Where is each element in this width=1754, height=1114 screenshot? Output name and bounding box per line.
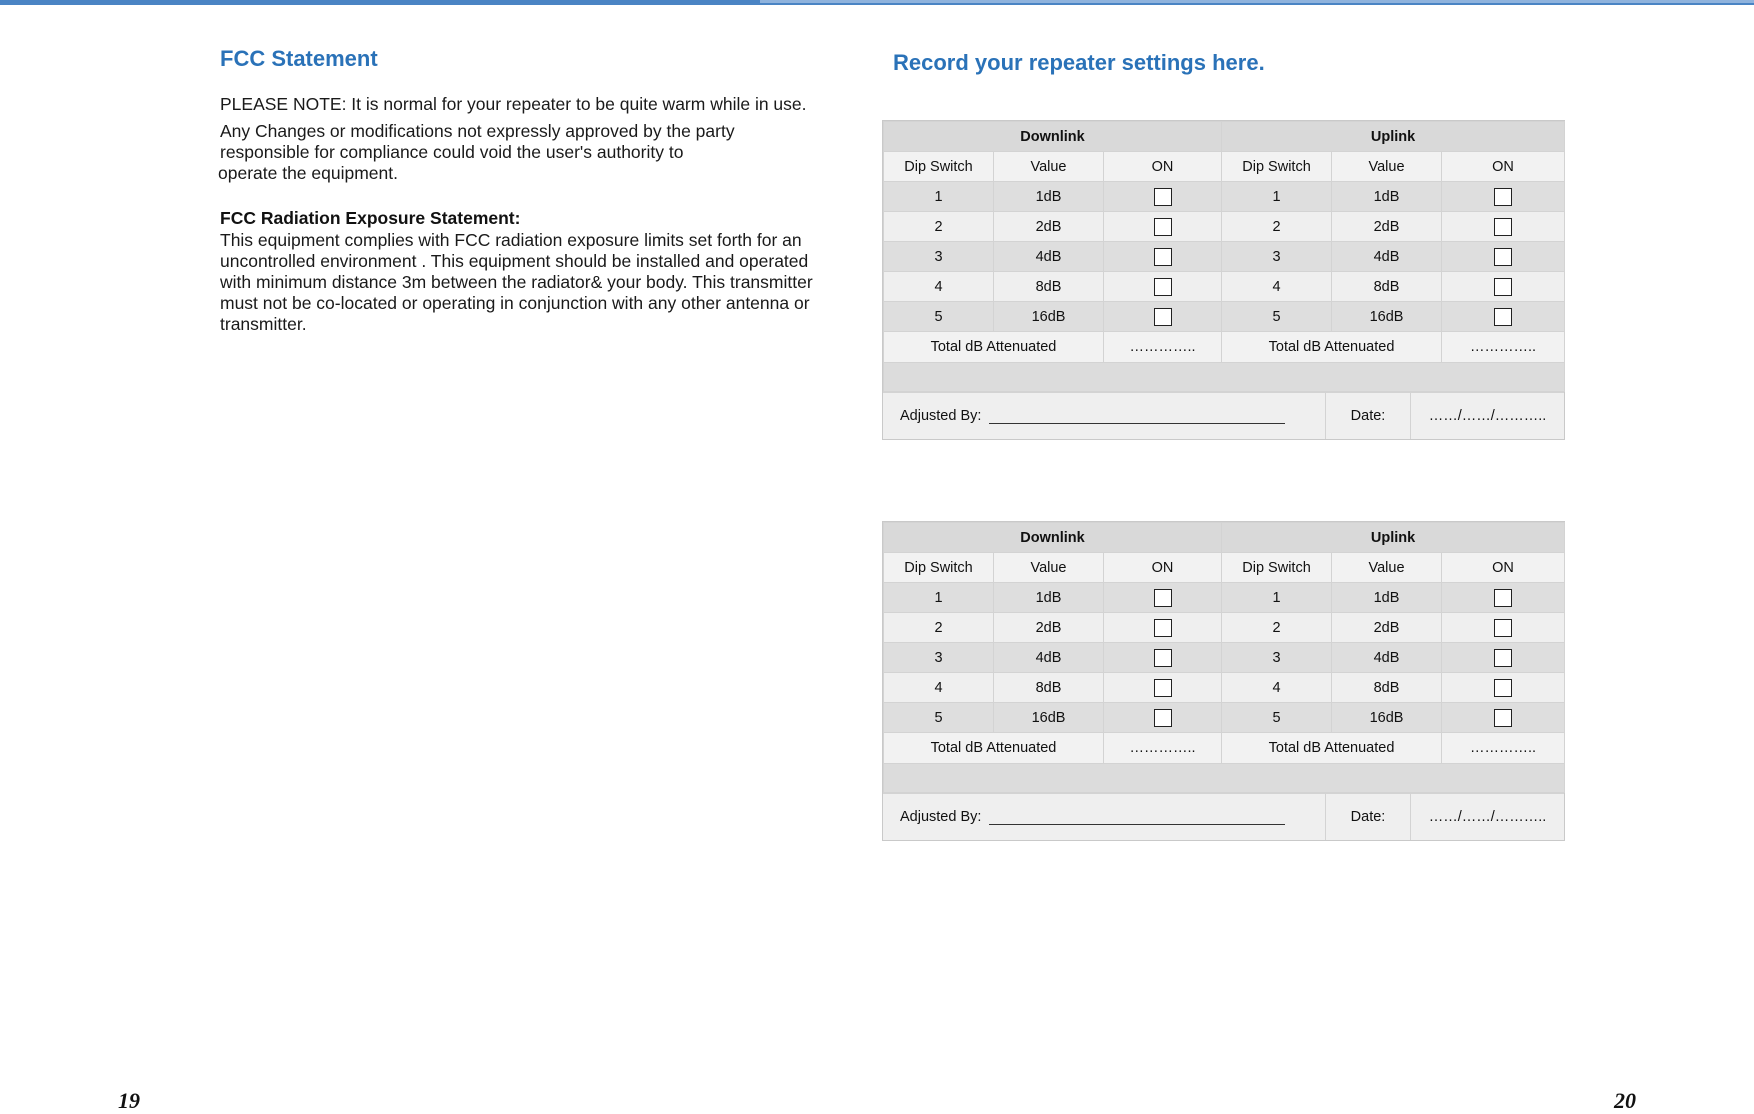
on-checkbox[interactable] bbox=[1494, 248, 1512, 266]
settings-sheet-1 bbox=[882, 120, 1565, 440]
dip-value: 2dB bbox=[1332, 613, 1442, 643]
dip-number: 1 bbox=[884, 583, 994, 613]
dip-number: 5 bbox=[884, 302, 994, 332]
on-checkbox[interactable] bbox=[1154, 188, 1172, 206]
on-checkbox[interactable] bbox=[1494, 278, 1512, 296]
table-row bbox=[884, 182, 1565, 212]
settings-table bbox=[883, 121, 1565, 392]
page-number-left: 19 bbox=[118, 1088, 140, 1113]
table-row bbox=[884, 272, 1565, 302]
dip-value: 2dB bbox=[994, 613, 1104, 643]
on-checkbox[interactable] bbox=[1494, 649, 1512, 667]
col-dip-switch: Dip Switch bbox=[884, 152, 994, 182]
total-row bbox=[884, 332, 1565, 363]
total-label: Total dB Attenuated bbox=[884, 332, 1104, 363]
dip-value: 8dB bbox=[994, 673, 1104, 703]
dip-number: 4 bbox=[1222, 673, 1332, 703]
dip-number: 2 bbox=[884, 613, 994, 643]
dip-value: 16dB bbox=[994, 302, 1104, 332]
dip-number: 2 bbox=[1222, 613, 1332, 643]
total-label: Total dB Attenuated bbox=[1222, 733, 1442, 764]
dip-number: 1 bbox=[1222, 583, 1332, 613]
total-field[interactable]: ………….. bbox=[1442, 733, 1565, 764]
on-checkbox[interactable] bbox=[1494, 218, 1512, 236]
table-row bbox=[884, 613, 1565, 643]
spacer-row bbox=[884, 764, 1565, 793]
on-checkbox[interactable] bbox=[1154, 709, 1172, 727]
on-checkbox[interactable] bbox=[1494, 589, 1512, 607]
col-on: ON bbox=[1104, 152, 1222, 182]
col-on: ON bbox=[1442, 152, 1565, 182]
total-field[interactable]: ………….. bbox=[1442, 332, 1565, 363]
col-on: ON bbox=[1442, 553, 1565, 583]
col-dip-switch: Dip Switch bbox=[1222, 152, 1332, 182]
dip-number: 4 bbox=[884, 272, 994, 302]
dip-value: 2dB bbox=[994, 212, 1104, 242]
dip-value: 1dB bbox=[1332, 583, 1442, 613]
table-group-header bbox=[884, 523, 1565, 553]
uplink-header: Uplink bbox=[1222, 523, 1565, 553]
on-checkbox[interactable] bbox=[1154, 248, 1172, 266]
total-field[interactable]: ………….. bbox=[1104, 332, 1222, 363]
dip-number: 2 bbox=[884, 212, 994, 242]
radiation-statement-text: This equipment complies with FCC radiation exposure limits set forth for an uncontrolled environment . This equipment should be installed and operated with minimum distance 3m between the radiator& your body. This transmitter must not be co-located or operating in conjunction with any other antenna or transmitter. bbox=[220, 230, 813, 334]
dip-number: 3 bbox=[1222, 643, 1332, 673]
adjusted-by-row bbox=[883, 793, 1564, 840]
dip-number: 4 bbox=[884, 673, 994, 703]
dip-value: 8dB bbox=[1332, 673, 1442, 703]
dip-value: 1dB bbox=[994, 583, 1104, 613]
date-label: Date: bbox=[1326, 794, 1411, 840]
dip-value: 16dB bbox=[994, 703, 1104, 733]
col-value: Value bbox=[1332, 553, 1442, 583]
dip-value: 1dB bbox=[994, 182, 1104, 212]
col-value: Value bbox=[994, 152, 1104, 182]
on-checkbox[interactable] bbox=[1494, 619, 1512, 637]
col-value: Value bbox=[1332, 152, 1442, 182]
dip-value: 4dB bbox=[1332, 242, 1442, 272]
dip-number: 1 bbox=[884, 182, 994, 212]
downlink-header: Downlink bbox=[884, 523, 1222, 553]
settings-table bbox=[883, 522, 1565, 793]
settings-sheet-2 bbox=[882, 521, 1565, 841]
dip-value: 8dB bbox=[1332, 272, 1442, 302]
table-row bbox=[884, 583, 1565, 613]
table-row bbox=[884, 242, 1565, 272]
uplink-header: Uplink bbox=[1222, 122, 1565, 152]
table-row bbox=[884, 703, 1565, 733]
total-label: Total dB Attenuated bbox=[884, 733, 1104, 764]
adjusted-by-label: Adjusted By: bbox=[900, 408, 982, 424]
spacer-row bbox=[884, 363, 1565, 392]
col-on: ON bbox=[1104, 553, 1222, 583]
on-checkbox[interactable] bbox=[1154, 278, 1172, 296]
changes-line-3: operate the equipment. bbox=[218, 163, 398, 183]
top-accent-bar-light bbox=[760, 0, 1754, 3]
fcc-statement-title: FCC Statement bbox=[220, 46, 378, 71]
on-checkbox[interactable] bbox=[1494, 188, 1512, 206]
adjusted-by-label: Adjusted By: bbox=[900, 809, 982, 825]
date-field[interactable]: ……/……/……….. bbox=[1428, 408, 1547, 424]
dip-value: 4dB bbox=[994, 242, 1104, 272]
dip-value: 4dB bbox=[1332, 643, 1442, 673]
on-checkbox[interactable] bbox=[1154, 218, 1172, 236]
col-value: Value bbox=[994, 553, 1104, 583]
total-field[interactable]: ………….. bbox=[1104, 733, 1222, 764]
table-group-header bbox=[884, 122, 1565, 152]
on-checkbox[interactable] bbox=[1154, 619, 1172, 637]
total-row bbox=[884, 733, 1565, 764]
dip-value: 16dB bbox=[1332, 302, 1442, 332]
changes-paragraph bbox=[220, 121, 820, 184]
dip-value: 16dB bbox=[1332, 703, 1442, 733]
col-dip-switch: Dip Switch bbox=[884, 553, 994, 583]
on-checkbox[interactable] bbox=[1154, 589, 1172, 607]
record-settings-title: Record your repeater settings here. bbox=[893, 50, 1265, 75]
radiation-statement-title: FCC Radiation Exposure Statement: bbox=[220, 208, 521, 228]
adjusted-by-field[interactable] bbox=[989, 810, 1285, 825]
warm-note: PLEASE NOTE: It is normal for your repeater to be quite warm while in use. bbox=[220, 94, 807, 114]
dip-number: 2 bbox=[1222, 212, 1332, 242]
on-checkbox[interactable] bbox=[1154, 649, 1172, 667]
dip-number: 4 bbox=[1222, 272, 1332, 302]
table-row bbox=[884, 212, 1565, 242]
table-column-header bbox=[884, 152, 1565, 182]
total-label: Total dB Attenuated bbox=[1222, 332, 1442, 363]
page-number-right: 20 bbox=[1614, 1088, 1636, 1113]
on-checkbox[interactable] bbox=[1494, 308, 1512, 326]
table-row bbox=[884, 673, 1565, 703]
dip-number: 5 bbox=[884, 703, 994, 733]
col-dip-switch: Dip Switch bbox=[1222, 553, 1332, 583]
dip-value: 2dB bbox=[1332, 212, 1442, 242]
table-row bbox=[884, 302, 1565, 332]
dip-number: 5 bbox=[1222, 302, 1332, 332]
date-field[interactable]: ……/……/……….. bbox=[1428, 809, 1547, 825]
dip-number: 3 bbox=[884, 242, 994, 272]
dip-number: 5 bbox=[1222, 703, 1332, 733]
on-checkbox[interactable] bbox=[1154, 308, 1172, 326]
table-column-header bbox=[884, 553, 1565, 583]
table-row bbox=[884, 643, 1565, 673]
date-label: Date: bbox=[1326, 393, 1411, 439]
downlink-header: Downlink bbox=[884, 122, 1222, 152]
dip-number: 3 bbox=[1222, 242, 1332, 272]
changes-line-1: Any Changes or modifications not expressly approved by the party bbox=[220, 121, 735, 141]
dip-value: 4dB bbox=[994, 643, 1104, 673]
changes-line-2: responsible for compliance could void the user's authority to bbox=[220, 142, 684, 162]
dip-value: 8dB bbox=[994, 272, 1104, 302]
on-checkbox[interactable] bbox=[1154, 679, 1172, 697]
on-checkbox[interactable] bbox=[1494, 679, 1512, 697]
adjusted-by-row bbox=[883, 392, 1564, 439]
dip-number: 1 bbox=[1222, 182, 1332, 212]
dip-number: 3 bbox=[884, 643, 994, 673]
adjusted-by-field[interactable] bbox=[989, 409, 1285, 424]
on-checkbox[interactable] bbox=[1494, 709, 1512, 727]
dip-value: 1dB bbox=[1332, 182, 1442, 212]
